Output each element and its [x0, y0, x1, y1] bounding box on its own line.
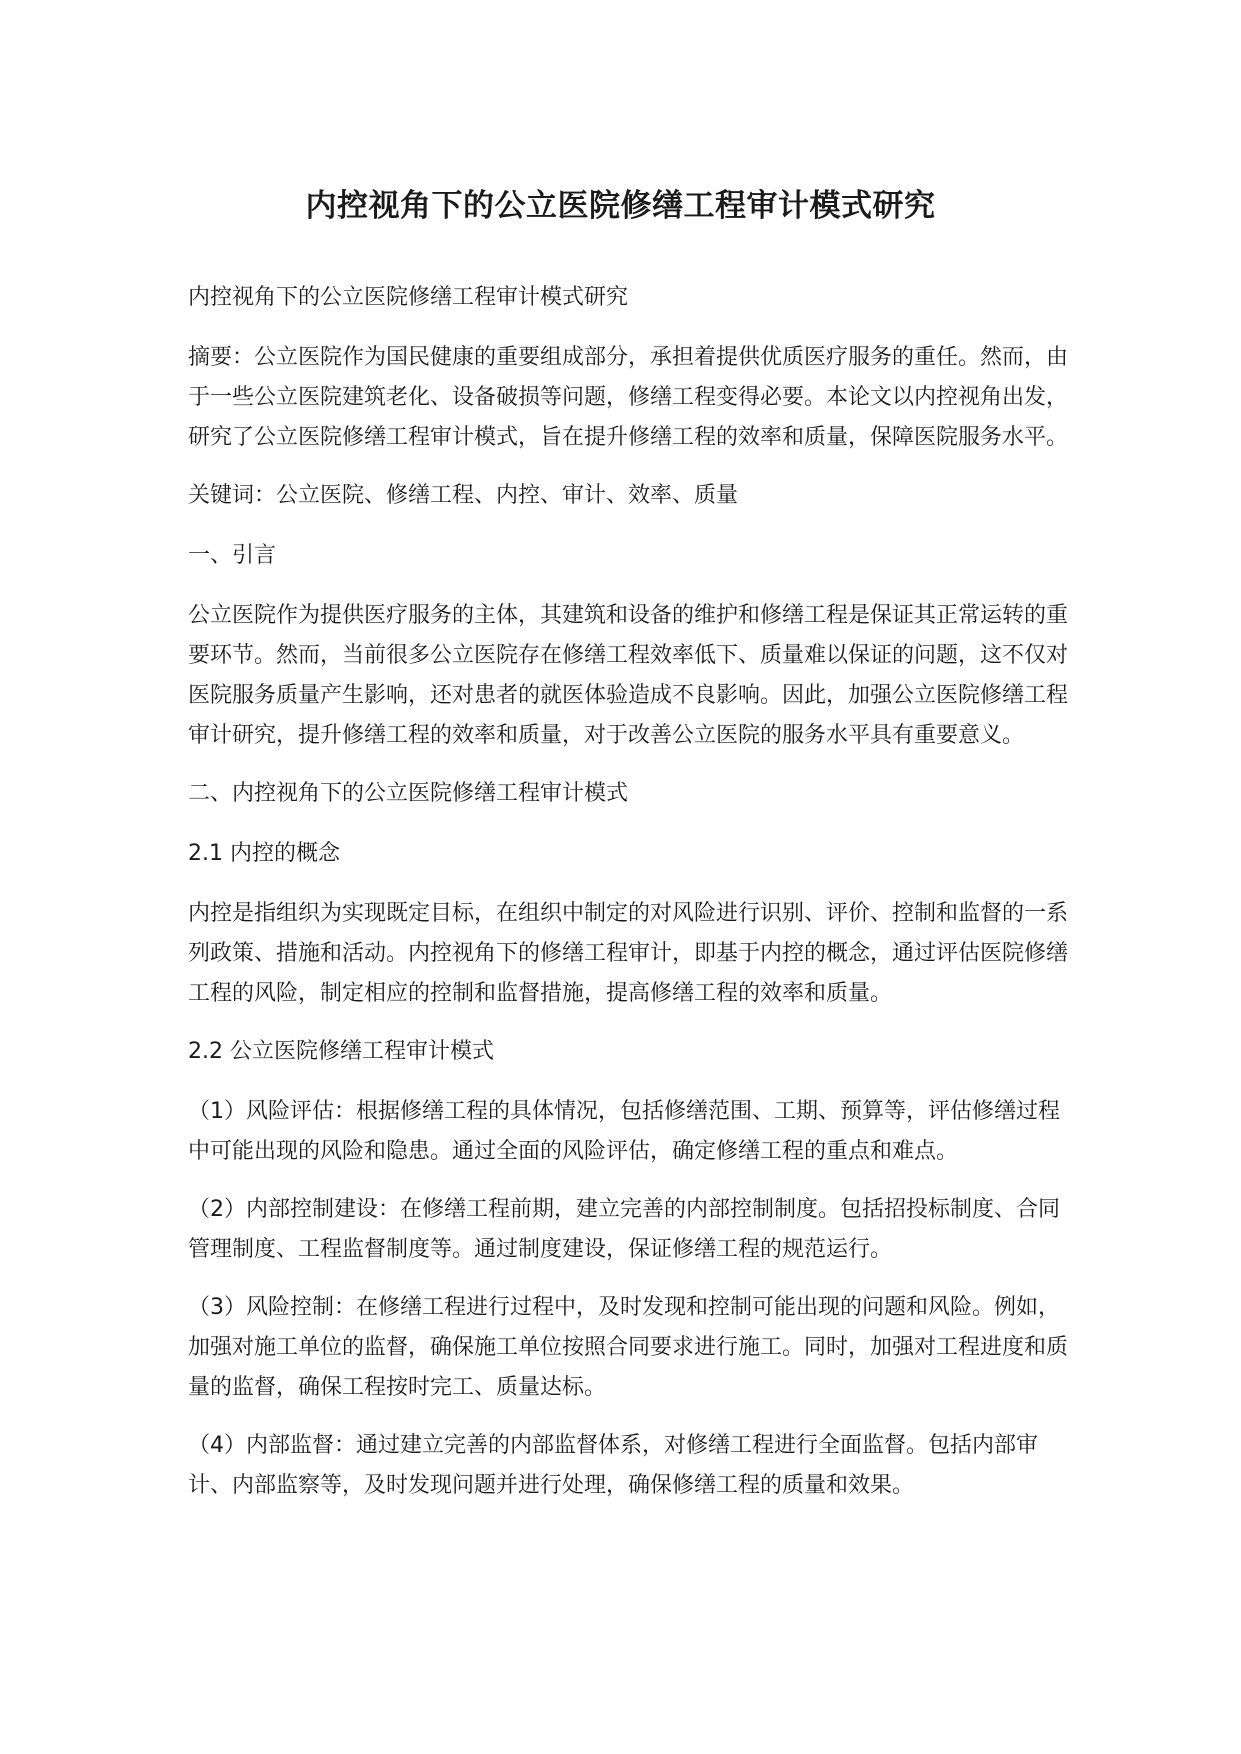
document-subtitle: 内控视角下的公立医院修缮工程审计模式研究 — [188, 285, 629, 310]
list-item-internal-supervision: （4）内部监督：通过建立完善的内部监督体系，对修缮工程进行全面监督。包括内部审计、内部监察等，及时发现问题并进行处理，确保修缮工程的质量和效果。 — [188, 1433, 1038, 1498]
list-item-risk-assessment: （1）风险评估：根据修缮工程的具体情况，包括修缮范围、工期、预算等，评估修缮过程中可能出现的风险和隐患。通过全面的风险评估，确定修缮工程的重点和难点。 — [188, 1099, 1061, 1164]
abstract-paragraph: 摘要：公立医院作为国民健康的重要组成部分，承担着提供优质医疗服务的重任。然而，由于一些公立医院建筑老化、设备破损等问题，修缮工程变得必要。本论文以内控视角出发，研究了公立医院修缮工程审计模式，旨在提升修缮工程的效率和质量，保障医院服务水平。 — [188, 345, 1069, 450]
list-item-risk-control: （3）风险控制：在修缮工程进行过程中，及时发现和控制可能出现的问题和风险。例如，加强对施工单位的监督，确保施工单位按照合同要求进行施工。同时，加强对工程进度和质量的监督，确保工程按时完工、质量达标。 — [188, 1295, 1069, 1400]
keywords-line: 关键词：公立医院、修缮工程、内控、审计、效率、质量 — [188, 483, 739, 508]
section-2-heading: 二、内控视角下的公立医院修缮工程审计模式 — [188, 781, 629, 806]
list-item-internal-control: （2）内部控制建设：在修缮工程前期，建立完善的内部控制制度。包括招投标制度、合同管理制度、工程监督制度等。通过制度建设，保证修缮工程的规范运行。 — [188, 1197, 1061, 1262]
section-2-1-heading: 2.1 内控的概念 — [188, 841, 340, 866]
document-title: 内控视角下的公立医院修缮工程审计模式研究 — [305, 188, 936, 224]
document-body — [188, 278, 1078, 1524]
section-1-heading: 一、引言 — [188, 543, 277, 568]
section-2-1-paragraph: 内控是指组织为实现既定目标，在组织中制定的对风险进行识别、评价、控制和监督的一系列政策、措施和活动。内控视角下的修缮工程审计，即基于内控的概念，通过评估医院修缮工程的风险，制定相应的控制和监督措施，提高修缮工程的效率和质量。 — [188, 901, 1069, 1006]
section-2-2-heading: 2.2 公立医院修缮工程审计模式 — [188, 1039, 494, 1064]
section-1-paragraph: 公立医院作为提供医疗服务的主体，其建筑和设备的维护和修缮工程是保证其正常运转的重要环节。然而，当前很多公立医院存在修缮工程效率低下、质量难以保证的问题，这不仅对医院服务质量产生影响，还对患者的就医体验造成不良影响。因此，加强公立医院修缮工程审计研究，提升修缮工程的效率和质量，对于改善公立医院的服务水平具有重要意义。 — [188, 603, 1069, 748]
